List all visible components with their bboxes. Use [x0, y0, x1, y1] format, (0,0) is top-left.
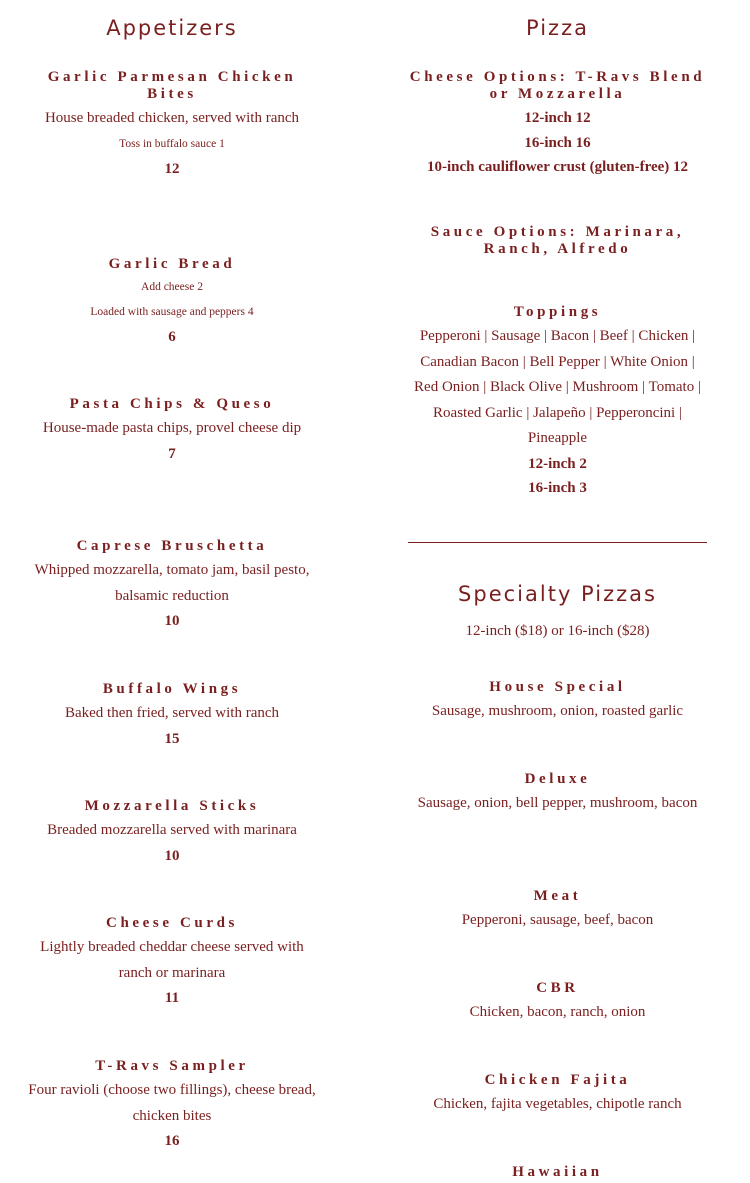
- specialty-pizzas-subtitle: 12-inch ($18) or 16-inch ($28): [465, 623, 650, 639]
- menu-item: [22, 396, 322, 467]
- item-name: Cheese Curds: [106, 915, 238, 931]
- specialty-item: [408, 1164, 707, 1181]
- sauce-options-heading: Sauce Options: Marinara, Ranch, Alfredo: [430, 224, 685, 257]
- pizza-column: [408, 0, 707, 1183]
- pizza-size-price: 16-inch 16: [524, 134, 591, 151]
- item-description: Whipped mozzarella, tomato jam, basil pesto, balsamic reduction: [34, 562, 310, 604]
- specialty-item: [408, 679, 707, 725]
- section-divider: [408, 542, 707, 543]
- menu-item: [22, 681, 322, 752]
- item-price: 16: [164, 1133, 180, 1149]
- item-description: Pepperoni, sausage, beef, bacon: [461, 912, 654, 928]
- specialty-item: [408, 771, 707, 817]
- item-name: Buffalo Wings: [102, 681, 242, 697]
- menu-item: [22, 256, 322, 350]
- item-name: Pasta Chips & Queso: [69, 396, 275, 412]
- menu-item: [22, 915, 322, 1011]
- item-name: Mozzarella Sticks: [84, 798, 260, 814]
- item-description: Chicken, bacon, ranch, onion: [469, 1004, 646, 1020]
- item-addon: Toss in buffalo sauce 1: [119, 137, 225, 150]
- item-price: 12: [164, 161, 180, 177]
- specialty-item: [408, 888, 707, 934]
- topping-price: 12-inch 2: [528, 455, 587, 472]
- item-description: Sausage, mushroom, onion, roasted garlic: [431, 703, 684, 719]
- item-name: Garlic Bread: [108, 256, 236, 272]
- cheese-options: [408, 69, 707, 180]
- item-name: Hawaiian: [512, 1164, 603, 1180]
- appetizers-column: [22, 0, 322, 1183]
- item-name: Chicken Fajita: [484, 1072, 631, 1088]
- item-description: Four ravioli (choose two fillings), cheese bread, chicken bites: [28, 1082, 316, 1124]
- item-name: Caprese Bruschetta: [76, 538, 268, 554]
- item-price: 7: [168, 445, 176, 462]
- appetizers-title: Appetizers: [106, 16, 238, 40]
- specialty-pizzas-title: Specialty Pizzas: [458, 582, 657, 606]
- item-description: Baked then fried, served with ranch: [64, 705, 280, 721]
- toppings: [408, 304, 707, 501]
- item-name: Garlic Parmesan Chicken Bites: [47, 69, 297, 102]
- item-price: 11: [164, 990, 180, 1006]
- pizza-size-price: 10-inch cauliflower crust (gluten-free) 12: [426, 159, 689, 175]
- menu-item: [22, 69, 322, 182]
- item-addon: Loaded with sausage and peppers 4: [90, 305, 254, 318]
- item-description: House breaded chicken, served with ranch: [44, 110, 300, 126]
- item-price: 15: [164, 730, 180, 747]
- item-addon: Add cheese 2: [141, 281, 203, 293]
- item-name: T-Ravs Sampler: [95, 1058, 249, 1074]
- item-name: Deluxe: [524, 771, 591, 787]
- pizza-size-price: 12-inch 12: [524, 110, 591, 126]
- topping-price: 16-inch 3: [528, 480, 587, 496]
- pizza-title: Pizza: [526, 16, 589, 40]
- item-name: Meat: [533, 888, 582, 904]
- cheese-options-heading: Cheese Options: T-Ravs Blend or Mozzarella: [409, 69, 706, 102]
- sauce-options: [408, 224, 707, 258]
- toppings-list: Pepperoni | Sausage | Bacon | Beef | Chicken | Canadian Bacon | Bell Pepper | White Onion | Red Onion | Black Olive | Mushroom | Tomato | Roasted Garlic | Jalapeño | Pepperoncini | Pineapple: [414, 328, 701, 446]
- toppings-heading: Toppings: [513, 304, 602, 320]
- item-description: House-made pasta chips, provel cheese dip: [42, 420, 302, 436]
- item-name: House Special: [489, 679, 626, 695]
- item-description: Sausage, onion, bell pepper, mushroom, bacon: [417, 795, 698, 811]
- item-description: Lightly breaded cheddar cheese served with ranch or marinara: [40, 939, 304, 981]
- item-description: Breaded mozzarella served with marinara: [47, 822, 297, 838]
- item-description: Chicken, fajita vegetables, chipotle ranch: [433, 1096, 682, 1112]
- specialty-item: [408, 980, 707, 1026]
- item-price: 6: [168, 329, 176, 345]
- specialty-item: [408, 1072, 707, 1118]
- menu-item: [22, 798, 322, 869]
- item-price: 10: [164, 847, 180, 864]
- item-price: 10: [164, 613, 180, 629]
- item-name: CBR: [536, 980, 579, 996]
- menu-item: [22, 538, 322, 634]
- menu-item: [22, 1058, 322, 1154]
